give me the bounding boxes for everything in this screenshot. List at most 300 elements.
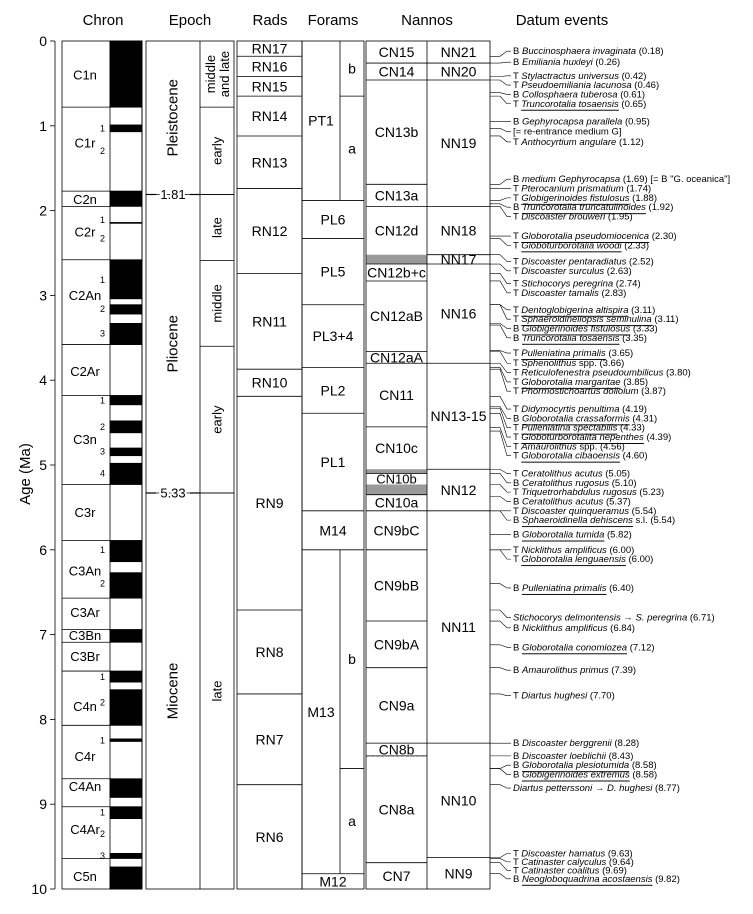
datum-taxon: Diartus petterssoni → D. hughesi xyxy=(513,782,653,794)
axis-label: Age (Ma) xyxy=(17,443,34,505)
axis-tick-label: 9 xyxy=(39,796,47,813)
chron-label: C3Bn xyxy=(68,627,102,643)
datum-type: T xyxy=(513,544,522,556)
datum-value: (5.82) xyxy=(604,529,632,541)
datum-type: T xyxy=(513,467,522,479)
chron-label: C3An xyxy=(68,563,102,579)
datum-type: B xyxy=(513,622,522,634)
foram-zone-label: PL6 xyxy=(320,211,346,228)
subepoch-label: middle xyxy=(209,284,225,323)
axis-tick-label: 4 xyxy=(39,372,47,389)
rad-zone-label: RN14 xyxy=(251,108,288,125)
foram-zone-label: PL5 xyxy=(320,263,346,280)
datum-taxon: Catinaster calyculus xyxy=(521,856,607,868)
datum-type: B xyxy=(513,116,522,128)
datum-type: T xyxy=(513,79,522,91)
datum-value: (8.58) xyxy=(629,769,658,781)
header-epoch: Epoch xyxy=(168,12,212,29)
chron-label: C2An xyxy=(68,287,102,303)
datum-value: (7.70) xyxy=(587,690,615,702)
datum-value: (3.65) xyxy=(605,347,634,359)
datum-leader xyxy=(490,206,511,216)
rad-zone-label: RN12 xyxy=(251,222,288,239)
datum-taxon: medium Gephyrocapsa xyxy=(521,173,621,185)
datum-event xyxy=(513,690,615,701)
epoch-frame xyxy=(146,41,234,889)
datum-event xyxy=(513,642,655,653)
datum-value: (6.40) xyxy=(606,582,634,594)
datum-value: (7.39) xyxy=(608,664,637,676)
datum-value: (1.69) [= B "G. oceanica"] xyxy=(620,173,731,185)
datum-type: T xyxy=(513,864,522,876)
datum-value: s.l. (5.54) xyxy=(632,514,676,526)
chron-label: C1n xyxy=(73,67,97,83)
subepoch-label: late xyxy=(209,680,225,702)
subchron-label: 3 xyxy=(99,850,105,861)
cn-zone-label: CN11 xyxy=(379,387,414,404)
datum-taxon: Discoaster surculus xyxy=(521,265,605,277)
datum-type: B xyxy=(513,769,522,781)
datum-taxon: Discoaster brouweri xyxy=(521,211,606,223)
datum-leader xyxy=(490,179,511,184)
datum-value: (3.80) xyxy=(663,367,691,379)
datum-value: (8.77) xyxy=(652,782,680,794)
datum-leader xyxy=(490,473,511,482)
subchron-label: 3 xyxy=(99,328,105,339)
datum-value: (4.60) xyxy=(620,450,648,462)
datum-value: (6.84) xyxy=(607,622,635,634)
axis-tick-label: 0 xyxy=(39,33,47,49)
normal-polarity-band xyxy=(110,421,142,433)
age-axis xyxy=(31,33,55,897)
datum-value: (3.87) xyxy=(638,385,666,397)
datum-type: B xyxy=(513,412,522,424)
datum-taxon: Stichocorys peregrina xyxy=(521,278,614,290)
datum-taxon: Globorotalia cibaoensis xyxy=(521,450,621,462)
normal-polarity-band xyxy=(110,125,142,132)
datum-value: spp. (4.56) xyxy=(576,440,625,452)
datum-event xyxy=(513,554,653,565)
datum-leader xyxy=(490,76,511,77)
foram-zone-label: PL2 xyxy=(320,382,346,399)
forams-column xyxy=(302,41,364,889)
datum-taxon: Buccinosphaera invaginata xyxy=(521,45,637,57)
datum-taxon: Sphaeroidinella dehiscens xyxy=(521,514,633,526)
datum-taxon: Amaurolithus primus xyxy=(521,664,609,676)
datum-event xyxy=(513,783,680,794)
datum-value: (8.28) xyxy=(611,737,640,749)
datum-value: (0.42) xyxy=(618,70,647,82)
epoch-boundary-label: 5.33 xyxy=(160,485,186,501)
cn-zone-label: CN10a xyxy=(374,494,419,511)
datum-taxon: Pulleniatina primalis xyxy=(521,582,607,594)
datum-leader xyxy=(490,621,511,628)
subepoch-label: early xyxy=(209,405,225,434)
datum-type: T xyxy=(513,265,522,277)
datum-type: B xyxy=(513,873,522,885)
datum-type: T xyxy=(513,70,522,82)
subepoch-label-line: and late xyxy=(217,50,232,98)
datum-type: B xyxy=(513,641,522,653)
axis-tick-label: 10 xyxy=(31,881,47,897)
cn-zone-label: CN10c xyxy=(375,440,418,457)
datum-taxon: Truncorotalia tosaensis xyxy=(521,332,620,344)
datum-taxon: Ceratolithus rugosus xyxy=(521,477,610,489)
datum-value: (7.12) xyxy=(627,641,655,653)
chron-label: C2r xyxy=(74,224,96,240)
cn-zone-label: CN14 xyxy=(378,63,415,80)
datum-type: T xyxy=(513,505,522,517)
datum-type: T xyxy=(513,376,522,388)
datum-type: B xyxy=(513,332,522,344)
datum-type: T xyxy=(513,230,522,242)
datum-leader xyxy=(490,62,511,63)
cn-zone-label: CN12aB xyxy=(370,308,423,325)
datum-taxon: Globigerinoides extremus xyxy=(521,769,630,781)
datum-leader xyxy=(490,785,511,788)
datum-taxon: Dentoglobigerina altispira xyxy=(521,304,629,316)
datum-taxon: Pseudoemiliania lacunosa xyxy=(521,79,632,91)
datum-leader xyxy=(490,408,511,428)
datum-event xyxy=(513,57,620,68)
foram-zone-label: M14 xyxy=(319,522,347,539)
datum-type: T xyxy=(513,239,522,251)
datum-value: (0.46) xyxy=(631,79,660,91)
datum-type: B xyxy=(513,322,522,334)
datum-leader xyxy=(490,367,511,381)
datum-type: T xyxy=(513,440,522,452)
normal-polarity-band xyxy=(110,395,142,404)
datum-leader xyxy=(490,264,511,271)
datum-taxon: Discoaster hamatus xyxy=(521,847,606,859)
datum-type: T xyxy=(513,367,522,379)
datum-type: T xyxy=(513,385,522,397)
chron-label: C3r xyxy=(74,504,96,520)
normal-polarity-band xyxy=(110,222,142,223)
normal-polarity-band xyxy=(110,540,142,561)
foram-subzone-label: b xyxy=(348,60,356,77)
nannos-column xyxy=(366,41,490,889)
subchron-label: 2 xyxy=(99,303,105,314)
datum-event xyxy=(513,332,647,343)
rad-zone-label: RN16 xyxy=(251,58,288,75)
subchron-label: 1 xyxy=(99,214,105,225)
normal-polarity-band xyxy=(110,853,142,858)
subchron-label: 1 xyxy=(99,123,105,134)
datum-value: (3.11) xyxy=(651,313,679,325)
datum-type: T xyxy=(513,136,522,148)
epoch-label: Miocene xyxy=(164,662,182,720)
datum-value: (1.74) xyxy=(623,183,652,195)
header-datum-events: Datum events xyxy=(515,12,609,29)
datum-type: T xyxy=(513,450,522,462)
datum-event xyxy=(513,265,632,276)
datum-taxon: Stichocorys delmontensis → S. peregrina xyxy=(513,612,688,624)
header-rads: Rads xyxy=(252,12,288,29)
datum-taxon: Truncorotalia tosaensis xyxy=(521,98,619,110)
datum-type: B xyxy=(513,664,522,676)
datum-leader xyxy=(490,584,511,588)
datum-taxon: Pulleniatina primalis xyxy=(521,347,606,359)
chron-label: C3Br xyxy=(70,649,100,665)
nn-zone-label: NN16 xyxy=(440,305,477,322)
datum-type: B xyxy=(513,582,522,594)
rads-column xyxy=(237,41,302,889)
datum-leader xyxy=(490,511,511,520)
datum-taxon: Discoaster berggrenii xyxy=(521,737,612,749)
foram-zone-label: PT1 xyxy=(308,112,334,129)
datum-taxon: Didymocyrtis penultima xyxy=(521,403,620,415)
chron-label: C4Ar xyxy=(70,822,100,838)
datum-value: (0.95) xyxy=(622,116,650,128)
datum-value: (3.33) xyxy=(630,322,658,334)
axis-tick-label: 5 xyxy=(39,457,47,473)
subchron-label: 2 xyxy=(99,697,105,708)
datum-leader xyxy=(490,128,511,131)
datum-value: (1.95) xyxy=(605,211,633,223)
datum-type: B xyxy=(513,173,522,185)
axis-tick-label: 3 xyxy=(39,287,47,304)
subchron-label: 2 xyxy=(99,233,105,244)
rad-zone-label: RN7 xyxy=(255,731,284,748)
datum-value: (5.37) xyxy=(603,495,631,507)
datum-type: T xyxy=(513,287,522,299)
normal-polarity-band xyxy=(110,671,142,682)
datum-type: T xyxy=(513,431,522,443)
datum-leader xyxy=(490,858,511,861)
normal-polarity-band xyxy=(110,323,142,344)
subchron-label: 1 xyxy=(99,275,105,286)
datum-taxon: Globigerinoides fistulosus xyxy=(521,192,630,204)
datum-taxon: Ceratolithus acutus xyxy=(521,495,604,507)
column-headers xyxy=(83,12,609,29)
datum-leader xyxy=(490,239,511,246)
nn-zone-label: NN10 xyxy=(440,792,477,809)
datum-value: (9.69) xyxy=(599,864,627,876)
datum-leader xyxy=(490,80,511,85)
epoch-label: Pliocene xyxy=(164,314,182,373)
cn-zone-label: CN13a xyxy=(374,187,419,204)
chron-label: C3Ar xyxy=(70,605,100,621)
datum-event xyxy=(513,622,635,633)
datum-event xyxy=(513,98,646,109)
datum-value: (5.23) xyxy=(636,486,665,498)
datum-taxon: Reticulofenestra pseudoumbilicus xyxy=(521,367,664,379)
datum-leader xyxy=(490,496,511,501)
chron-label: C2n xyxy=(73,192,97,208)
datum-taxon: Sphenolithus xyxy=(521,357,577,369)
datum-taxon: Pterocanium prismatium xyxy=(521,183,624,195)
chron-label: C3n xyxy=(73,432,97,448)
datum-value: (9.63) xyxy=(605,847,633,859)
datum-leader xyxy=(490,469,511,473)
datum-taxon: Globigerinoides fistulosus xyxy=(521,322,631,334)
normal-polarity-band xyxy=(110,807,142,819)
datum-leader xyxy=(490,610,511,618)
nn-zone-label: NN20 xyxy=(440,63,477,80)
datum-type: B xyxy=(513,750,522,762)
datum-value: (1.92) xyxy=(645,201,674,213)
cn-zone-label: CN10b xyxy=(376,471,417,487)
datum-type: T xyxy=(513,422,522,434)
datum-taxon: Nicklithus amplificus xyxy=(521,622,608,634)
rad-zone-label: RN11 xyxy=(252,313,287,330)
chron-label: C2Ar xyxy=(70,364,100,380)
datum-value: (3.11) xyxy=(628,304,656,316)
datum-taxon: Emiliania huxleyi xyxy=(521,56,593,68)
subchron-label: 1 xyxy=(99,735,105,746)
foram-zone-label: PL3+4 xyxy=(312,328,354,345)
datum-type: T xyxy=(513,403,522,415)
normal-polarity-band xyxy=(110,260,142,299)
foram-subzone-label: a xyxy=(348,813,356,830)
datum-value: (8.43) xyxy=(605,750,634,762)
foram-zone-label: PL1 xyxy=(320,454,346,471)
chron-label: C5n xyxy=(73,868,97,884)
datum-type: B xyxy=(513,759,522,771)
datum-value: (2.83) xyxy=(598,287,627,299)
rad-zone-label: RN6 xyxy=(255,828,284,845)
datum-taxon: Catinaster coalitus xyxy=(521,864,600,876)
datum-leader xyxy=(490,96,511,104)
datum-taxon: Stylactractus universus xyxy=(521,70,619,82)
datum-value: (2.74) xyxy=(613,278,641,290)
datum-type: T xyxy=(513,690,522,702)
header-chron: Chron xyxy=(82,12,124,29)
datum-value: (5.05) xyxy=(602,467,631,479)
datum-event xyxy=(513,287,626,298)
datum-value: (8.58) xyxy=(629,759,657,771)
normal-polarity-band xyxy=(110,305,142,314)
datum-leader xyxy=(490,325,511,338)
datum-leader xyxy=(490,136,511,142)
datum-event xyxy=(513,769,657,780)
datum-type: B xyxy=(513,495,522,507)
datum-type: T xyxy=(513,553,522,565)
datum-leader xyxy=(490,550,511,559)
datum-type: T xyxy=(513,486,522,498)
datum-taxon: Globoturborotalita nepenthes xyxy=(521,431,644,443)
datum-leader xyxy=(490,281,511,293)
axis-tick-label: 8 xyxy=(39,711,47,728)
datum-value: (2.52) xyxy=(626,255,654,267)
datum-taxon: Truncorotalia truncatulinoides xyxy=(521,201,646,213)
datum-value: (2.30) xyxy=(649,230,677,242)
datum-type: T xyxy=(513,313,522,325)
datum-taxon: Discoaster quinqueramus xyxy=(521,505,630,517)
normal-polarity-band xyxy=(110,630,142,643)
datum-taxon: Discoaster pentaradiatus xyxy=(521,255,627,267)
cn-zone-label: CN7 xyxy=(382,867,411,884)
datum-value: (1.88) xyxy=(629,192,658,204)
datum-type: T xyxy=(513,847,522,859)
datum-type: T xyxy=(513,357,522,369)
datum-type: T xyxy=(513,347,522,359)
subchron-label: 2 xyxy=(99,828,105,839)
datum-event xyxy=(513,450,648,461)
cn-zone-label: CN9bB xyxy=(373,577,420,594)
rad-zone-label: RN15 xyxy=(251,78,288,95)
datum-type: T xyxy=(513,304,522,316)
normal-polarity-band xyxy=(110,867,142,889)
rad-zone-label: RN10 xyxy=(251,374,288,391)
datum-type: T xyxy=(513,98,522,110)
datum-value: (1.12) xyxy=(616,136,644,148)
nn-zone-label: NN18 xyxy=(440,222,477,239)
datum-value: (9.82) xyxy=(652,873,680,885)
subepoch-label: early xyxy=(209,136,225,165)
subchron-label: 4 xyxy=(99,468,105,479)
datum-type: T xyxy=(513,183,522,195)
datum-taxon: Discoaster loeblichii xyxy=(521,750,606,762)
cn-zone-label: CN9a xyxy=(378,697,415,714)
datum-type: T xyxy=(513,856,522,868)
cn-zone-label: CN12aA xyxy=(370,349,423,366)
cn-zone-label: CN8b xyxy=(378,741,415,758)
normal-polarity-band xyxy=(110,191,142,206)
datum-taxon: Triquetrorhabdulus rugosus xyxy=(521,486,637,498)
datum-leader xyxy=(490,198,511,201)
nn-zone-label: NN21 xyxy=(440,44,477,61)
datum-event xyxy=(513,240,649,251)
subepoch-label-line: middle xyxy=(203,54,218,94)
subchron-label: 1 xyxy=(99,672,105,682)
datum-value: (0.65) xyxy=(618,98,647,110)
datum-type: B xyxy=(513,45,522,57)
rad-zone-label: RN17 xyxy=(251,40,288,57)
axis-tick-label: 2 xyxy=(39,202,47,219)
datum-type: B xyxy=(513,477,522,489)
datum-taxon: Discoaster tamalis xyxy=(521,287,599,299)
epoch-column xyxy=(146,41,234,889)
subchron-label: 2 xyxy=(99,421,105,432)
chron-label: C1r xyxy=(74,135,96,151)
datum-value: spp. (3.66) xyxy=(576,357,625,369)
normal-polarity-band xyxy=(110,41,142,107)
datum-leader xyxy=(490,694,511,696)
datum-event xyxy=(513,136,644,147)
datum-type: T xyxy=(513,192,522,204)
normal-polarity-band xyxy=(110,779,142,798)
datum-taxon: Gephyrocapsa parallela xyxy=(521,116,623,128)
datum-taxon: Nicklithus amplificus xyxy=(521,544,607,556)
cn-zone-label: CN15 xyxy=(378,44,415,61)
datum-taxon: Phormostichoartus doliolum xyxy=(521,385,639,397)
nannos-frame xyxy=(366,41,490,889)
axis-tick-label: 7 xyxy=(39,626,47,643)
datum-value: (9.64) xyxy=(606,856,634,868)
datum-type: B xyxy=(513,88,522,100)
datum-event xyxy=(513,529,632,540)
datum-value: (6.00) xyxy=(606,544,635,556)
foram-zone-label: M12 xyxy=(319,873,347,890)
subchron-label: 1 xyxy=(99,807,105,818)
chron-label: C4n xyxy=(73,699,97,715)
nn-zone-label: NN17 xyxy=(440,251,477,268)
datum-events-column xyxy=(490,46,730,885)
datum-taxon: Globorotalia pseudomiocenica xyxy=(521,230,650,242)
datum-leader xyxy=(490,765,511,768)
datum-taxon: Pulleniatina spectabilis xyxy=(521,422,618,434)
datum-leader xyxy=(490,874,511,879)
datum-value: (4.31) xyxy=(629,412,658,424)
datum-event xyxy=(513,873,680,884)
datum-taxon: Diartus hughesi xyxy=(521,690,588,702)
nanno-gray-band xyxy=(366,255,427,264)
datum-value: (4.19) xyxy=(619,403,647,415)
axis-tick-label: 6 xyxy=(39,541,47,558)
datum-value: (2.63) xyxy=(604,265,632,277)
